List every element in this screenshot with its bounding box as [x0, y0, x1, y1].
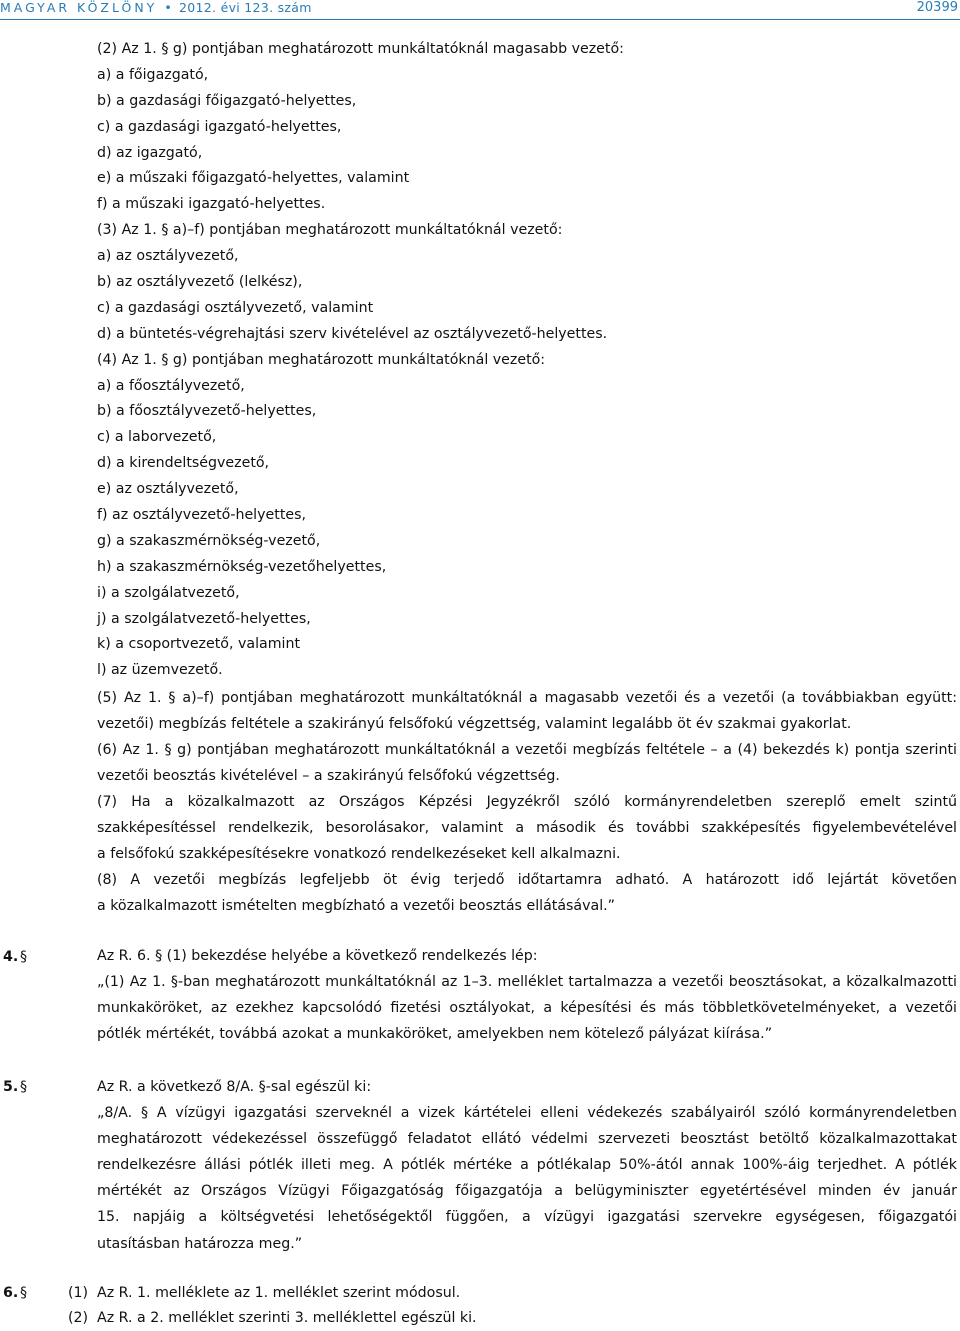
list-line: e) az osztályvezető, — [97, 481, 239, 498]
text-line: 15. napjáig a költségvetési lehetőségektől függően, a vízügyi igazgatási szervekre egységesen, főigazgatói — [97, 1209, 957, 1226]
text-line: „(1) Az 1. §-ban meghatározott munkáltatóknál az 1–3. melléklet tartalmazza a vezetői beosztásokat, a közalkalmazotti — [97, 973, 957, 990]
issue-info: 2012. évi 123. szám — [179, 0, 312, 15]
list-line: b) a főosztályvezető-helyettes, — [97, 403, 317, 420]
list-line: d) a büntetés-végrehajtási szerv kivételével az osztályvezető-helyettes. — [97, 325, 608, 342]
text-line: (7) Ha a közalkalmazott az Országos Képzési Jegyzékről szóló kormányrendeletben szereplő emelt szintű — [97, 794, 957, 810]
header-journal-info — [0, 0, 312, 15]
text-line: meghatározott védekezéssel összefüggő feladatot ellátó védelmi szervezeti beosztást betöltő közalkalmazottakat — [97, 1131, 957, 1148]
list-line: d) az igazgató, — [97, 144, 203, 161]
text-line: a közalkalmazott ismételten megbízható a vezetői beosztás ellátásával.” — [97, 897, 616, 914]
list-line: k) a csoportvezető, valamint — [97, 636, 301, 653]
point-6-number: 6. — [3, 1285, 19, 1301]
text-line: (5) Az 1. § a)–f) pontjában meghatározott munkáltatóknál a magasabb vezetői és a vezetői (a továbbiakban együtt: — [97, 690, 957, 706]
point-4-section-sign: § — [20, 949, 28, 965]
text-line: (6) Az 1. § g) pontjában meghatározott munkáltatóknál a vezetői megbízás feltétele – a (4) bekezdés k) pontja szerinti — [97, 742, 957, 758]
paragraph-6 — [97, 738, 957, 790]
point-4-body — [97, 944, 957, 1048]
point-6-section-sign: § — [20, 1285, 28, 1301]
paragraph-8 — [97, 868, 957, 920]
list-line: b) a gazdasági főigazgató-helyettes, — [97, 92, 357, 109]
point-6-item-1-text: Az R. 1. melléklete az 1. melléklet szerint módosul. — [97, 1285, 461, 1301]
list-line: e) a műszaki főigazgató-helyettes, valamint — [97, 170, 410, 187]
text-line: munkaköröket, az ezekhez kapcsolódó fizetési osztályokat, a képesítési és más többletkövetelményeket, a vezetői — [97, 999, 957, 1016]
paragraph-7 — [97, 790, 957, 868]
paragraph-5 — [97, 686, 957, 738]
point-6-item-2-text: Az R. a 2. melléklet szerinti 3. melléklettel egészül ki. — [97, 1310, 477, 1326]
list-line: b) az osztályvezető (lelkész), — [97, 274, 303, 291]
text-line: szakképesítéssel rendelkezik, besorolásakor, valamint a második és további szakképesítés figyelembevételével — [97, 819, 957, 836]
point-5-body — [97, 1074, 957, 1257]
text-line: rendelkezésre állási pótlék illeti meg. A pótlék mértéke a pótlékalap 50%-ától annak 100%-áig terjedhet. A pótlék — [97, 1157, 957, 1174]
journal-name: MAGYAR KÖZLÖNY — [0, 0, 158, 15]
header-bullet: • — [164, 0, 173, 15]
list-line: j) a szolgálatvezető-helyettes, — [97, 610, 311, 627]
point-5-section-sign: § — [20, 1079, 28, 1095]
text-line: Az R. a következő 8/A. §-sal egészül ki: — [97, 1079, 372, 1095]
point-5-number: 5. — [3, 1079, 19, 1095]
text-line: mértékét az Országos Vízügyi Főigazgatóság főigazgatója a belügyminiszter egyetértésével minden év január — [97, 1183, 957, 1200]
list-line: h) a szakaszmérnökség-vezetőhelyettes, — [97, 558, 387, 575]
list-line: (3) Az 1. § a)–f) pontjában meghatározott munkáltatóknál vezető: — [97, 222, 563, 239]
list-line: c) a gazdasági osztályvezető, valamint — [97, 299, 374, 316]
list-line: a) a főigazgató, — [97, 66, 209, 83]
list-line: c) a laborvezető, — [97, 429, 217, 446]
list-line: (4) Az 1. § g) pontjában meghatározott munkáltatóknál vezető: — [97, 351, 546, 368]
text-line: vezetői beosztás kivételével – a szakirányú felsőfokú végzettség. — [97, 767, 560, 784]
text-line: utasításban határozza meg.” — [97, 1235, 303, 1252]
list-line: g) a szakaszmérnökség-vezető, — [97, 532, 321, 549]
list-line: f) a műszaki igazgató-helyettes. — [97, 196, 326, 213]
list-line: l) az üzemvezető. — [97, 662, 223, 679]
list-line: a) a főosztályvezető, — [97, 377, 245, 394]
text-line: (8) A vezetői megbízás legfeljebb öt évig terjedő időtartamra adható. A határozott idő lejártát követően — [97, 872, 957, 888]
page-header — [0, 0, 960, 20]
text-line: Az R. 6. § (1) bekezdése helyébe a következő rendelkezés lép: — [97, 948, 538, 964]
text-line: pótlék mértékét, továbbá azokat a munkaköröket, amelyekben nem kötelező pályázat kiírása.” — [97, 1025, 773, 1042]
section-list-block — [97, 37, 957, 684]
point-6-item-2-number: (2) — [68, 1310, 89, 1326]
text-line: a felsőfokú szakképesítésekre vonatkozó rendelkezéseket kell alkalmazni. — [97, 845, 621, 862]
text-line: „8/A. § A vízügyi igazgatási szerveknél a vizek kártételei elleni védekezés szabályairól szóló kormányrendeletben — [97, 1105, 957, 1122]
header-rule — [0, 19, 960, 20]
page-number: 20399 — [916, 0, 958, 15]
point-4-number: 4. — [3, 949, 19, 965]
list-line: f) az osztályvezető-helyettes, — [97, 507, 307, 524]
point-6-item-1-number: (1) — [68, 1285, 89, 1301]
list-line: (2) Az 1. § g) pontjában meghatározott munkáltatóknál magasabb vezető: — [97, 41, 624, 57]
text-line: vezetői) megbízás feltétele a szakirányú felsőfokú végzettség, valamint legalább öt év szakmai gyakorlat. — [97, 715, 852, 732]
list-line: i) a szolgálatvezető, — [97, 584, 240, 601]
list-line: c) a gazdasági igazgató-helyettes, — [97, 118, 342, 135]
list-line: a) az osztályvezető, — [97, 248, 239, 265]
list-line: d) a kirendeltségvezető, — [97, 455, 270, 472]
